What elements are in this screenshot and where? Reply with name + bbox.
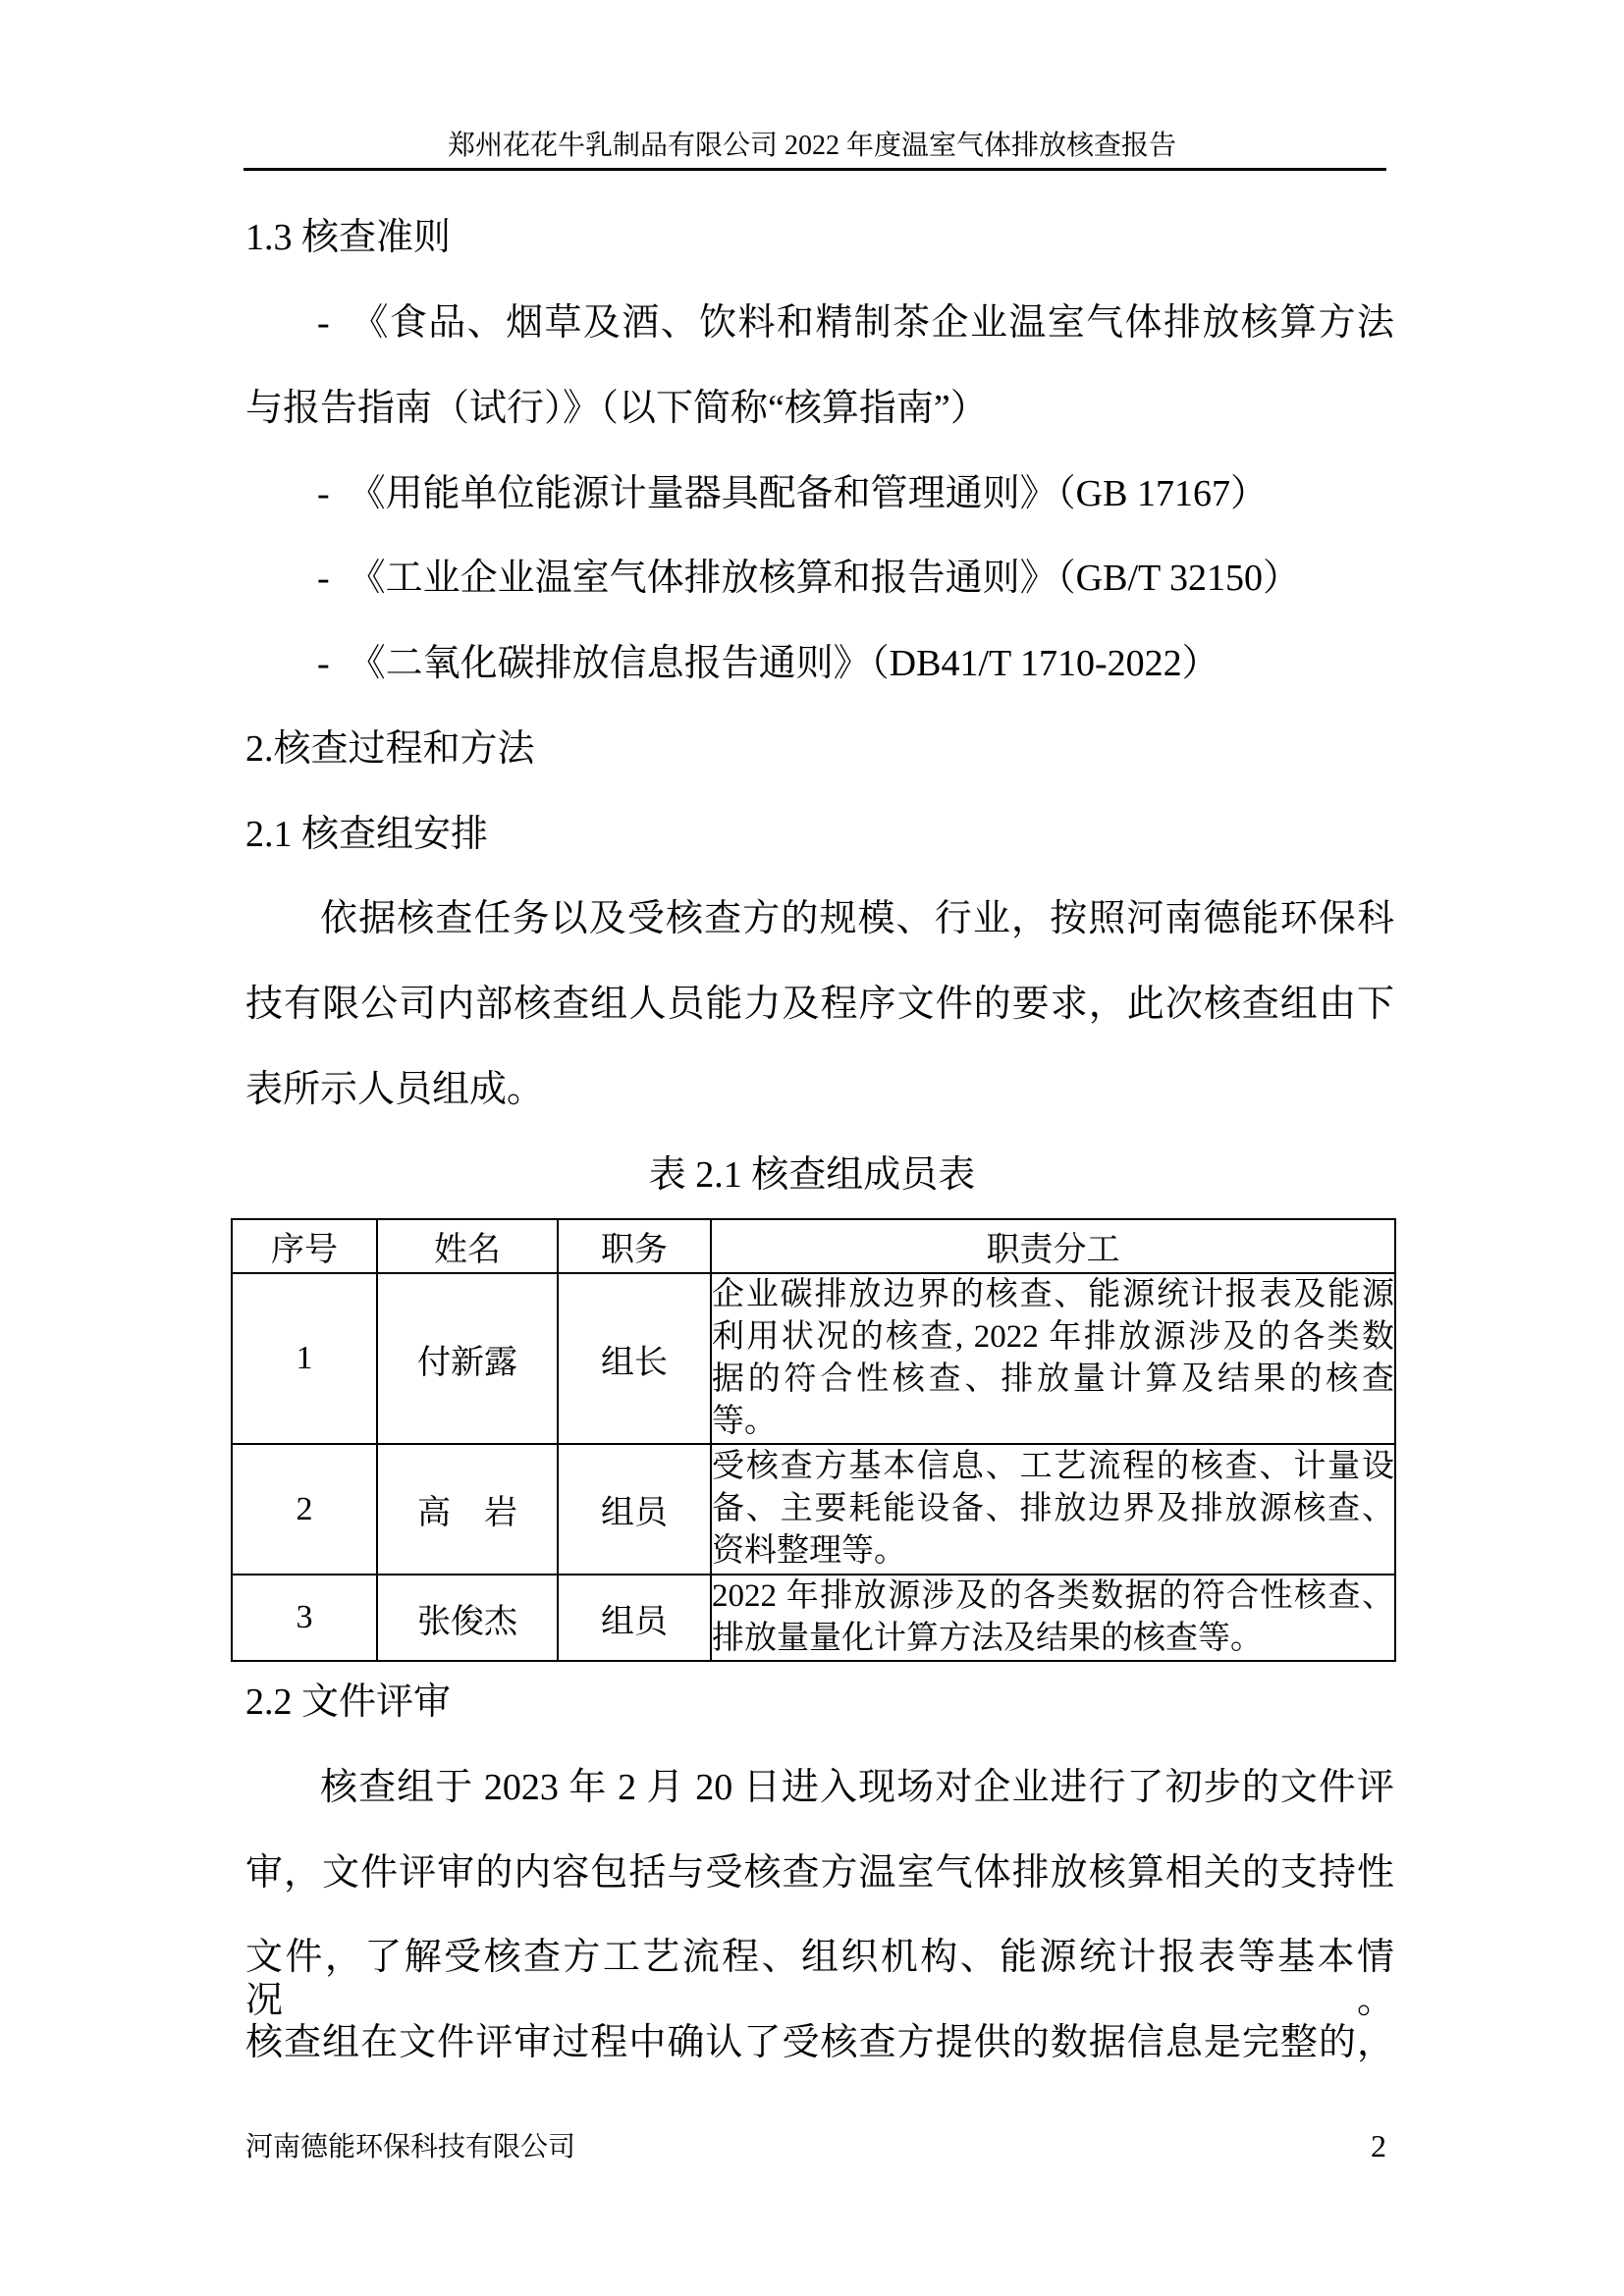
duty-line: 受核查方基本信息、工艺流程的核查、计量设 — [712, 1449, 1394, 1484]
header-rule — [244, 168, 1386, 171]
member-row-2 — [232, 1444, 1395, 1575]
members-table — [231, 1218, 1396, 1662]
paragraph-2-1-line-2: 技有限公司内部核查组人员能力及程序文件的要求，此次核查组由下 — [245, 984, 1394, 1025]
cell-role: 组长 — [558, 1273, 711, 1444]
duty-line: 排放量量化计算方法及结果的核查等。 — [712, 1621, 1263, 1656]
duty-line: 2022 年排放源涉及的各类数据的符合性核查、 — [712, 1578, 1394, 1614]
page-header-title: 郑州花花牛乳制品有限公司 2022 年度温室气体排放核查报告 — [447, 131, 1176, 161]
heading-2-1: 2.1 核查组安排 — [245, 814, 489, 855]
header-cell-name: 姓名 — [377, 1219, 558, 1273]
paragraph-2-1-line-3: 表所示人员组成。 — [245, 1069, 545, 1110]
heading-2: 2.核查过程和方法 — [245, 728, 535, 770]
cell-no: 3 — [232, 1575, 377, 1661]
page-number: 2 — [1371, 2128, 1386, 2163]
cell-duty — [711, 1273, 1395, 1444]
cell-role: 组员 — [558, 1575, 711, 1661]
table-caption: 表 2.1 核查组成员表 — [648, 1154, 976, 1196]
heading-1-3: 1.3 核查准则 — [245, 217, 452, 258]
cell-no: 1 — [232, 1273, 377, 1444]
cell-name: 高 岩 — [377, 1444, 558, 1575]
header-cell-role: 职务 — [558, 1219, 711, 1273]
table-header-row — [232, 1219, 1395, 1273]
header-cell-duty: 职责分工 — [711, 1219, 1395, 1273]
cell-duty — [711, 1575, 1395, 1661]
duty-line: 资料整理等。 — [712, 1533, 906, 1569]
cell-duty — [711, 1444, 1395, 1575]
footer-company: 河南德能环保科技有限公司 — [245, 2132, 576, 2163]
bullet-item-1-line-2: 与报告指南（试行）》（以下简称“核算指南”） — [245, 388, 988, 429]
member-row-3 — [232, 1575, 1395, 1661]
paragraph-2-1-line-1: 依据核查任务以及受核查方的规模、行业，按照河南德能环保科 — [320, 898, 1394, 939]
cell-name: 张俊杰 — [377, 1575, 558, 1661]
cell-no: 2 — [232, 1444, 377, 1575]
bullet-item-2: - 《用能单位能源计量器具配备和管理通则》（GB 17167） — [317, 473, 1268, 514]
duty-line: 备、主要耗能设备、排放边界及排放源核查、 — [712, 1491, 1394, 1526]
bullet-item-3: - 《工业企业温室气体排放核算和报告通则》（GB/T 32150） — [317, 558, 1301, 599]
cell-role: 组员 — [558, 1444, 711, 1575]
cell-name: 付新露 — [377, 1273, 558, 1444]
heading-2-2: 2.2 文件评审 — [245, 1682, 452, 1723]
paragraph-2-2-line-3: 文件，了解受核查方工艺流程、组织机构、能源统计报表等基本情况。 — [245, 1937, 1394, 2021]
duty-line: 据的符合性核查、排放量计算及结果的核查 — [712, 1362, 1394, 1397]
header-cell-no: 序号 — [232, 1219, 377, 1273]
duty-line: 企业碳排放边界的核查、能源统计报表及能源 — [712, 1277, 1394, 1312]
duty-line: 利用状况的核查, 2022 年排放源涉及的各类数 — [712, 1319, 1394, 1355]
bullet-item-4: - 《二氧化碳排放信息报告通则》（DB41/T 1710-2022） — [317, 643, 1219, 684]
member-row-1 — [232, 1273, 1395, 1444]
paragraph-2-2-line-1: 核查组于 2023 年 2 月 20 日进入现场对企业进行了初步的文件评 — [320, 1767, 1394, 1808]
paragraph-2-2-line-4: 核查组在文件评审过程中确认了受核查方提供的数据信息是完整的， — [245, 2022, 1394, 2063]
paragraph-2-2-line-2: 审，文件评审的内容包括与受核查方温室气体排放核算相关的支持性 — [245, 1852, 1394, 1894]
duty-line: 等。 — [712, 1404, 777, 1439]
bullet-item-1-line-1: - 《食品、烟草及酒、饮料和精制茶企业温室气体排放核算方法 — [317, 302, 1394, 344]
